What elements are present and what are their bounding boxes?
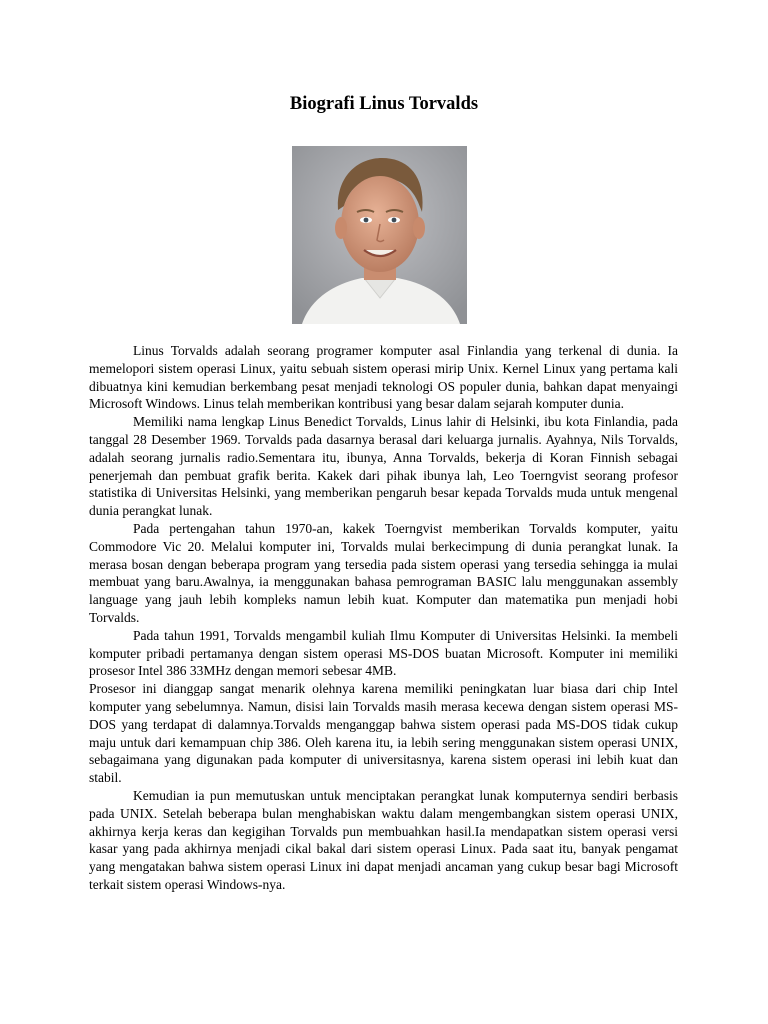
paragraph: Prosesor ini dianggap sangat menarik olehnya karena memiliki peningkatan luar biasa dari chip Intel komputer yang sebelumnya. Namun, disisi lain Torvalds masih merasa kecewa dengan sistem operasi MS-DOS yang terdapat di dalamnya.Torvalds menganggap bahwa sistem operasi pada MS-DOS tidak cukup maju untuk dari kemampuan chip 386. Oleh karena itu, ia lebih sering menggunakan sistem operasi UNIX, sebagaimana yang digunakan pada komputer di universitasnya, karena sistem operasi ini lebih kuat dan stabil. [89,681,678,786]
paragraph: Pada pertengahan tahun 1970-an, kakek Toerngvist memberikan Torvalds komputer, yaitu Commodore Vic 20. Melalui komputer ini, Torvalds mulai berkecimpung di dunia perangkat lunak. Ia merasa bosan dengan beberapa program yang tersedia pada sistem operasi yang tersedia sehingga ia mulai membuat yang baru.Awalnya, ia menggunakan bahasa pemrograman BASIC lalu menggunakan assembly language yang jauh lebih kompleks namun lebih kuat. Komputer dan matematika pun menjadi hobi Torvalds. [89,520,678,625]
portrait-photo [292,146,467,324]
paragraph: Memiliki nama lengkap Linus Benedict Torvalds, Linus lahir di Helsinki, ibu kota Finlandia, pada tanggal 28 Desember 1969. Torvalds pada dasarnya berasal dari keluarga jurnalis. Ayahnya, Nils Torvalds, adalah seorang jurnalis radio.Sementara itu, ibunya, Anna Torvalds, bekerja di Koran Finnish sebagai penerjemah dan pembuat grafik berita. Kakek dari pihak ibunya lah, Leo Toerngvist seorang profesor statistika di Universitas Helsinki, yang memberikan pengaruh besar kepada Torvalds muda untuk mengenal dunia perangkat lunak. [89,414,678,519]
biography-text [89,342,678,894]
paragraph: Pada tahun 1991, Torvalds mengambil kuliah Ilmu Komputer di Universitas Helsinki. Ia membeli komputer pribadi pertamanya dengan sistem operasi MS-DOS buatan Microsoft. Komputer ini memiliki prosesor Intel 386 33MHz dengan memori sebesar 4MB. [89,627,678,679]
page-title: Biografi Linus Torvalds [289,94,479,114]
paragraph: Linus Torvalds adalah seorang programer komputer asal Finlandia yang terkenal di dunia. Ia memelopori sistem operasi Linux, yaitu sebuah sistem operasi mirip Unix. Kernel Linux yang pertama kali dibuatnya kini kemudian berkembang pesat menjadi teknologi OS populer dunia, bahkan dapat menyaingi Microsoft Windows. Linus telah memberikan kontribusi yang besar dalam sejarah komputer dunia. [89,343,678,412]
paragraph: Kemudian ia pun memutuskan untuk menciptakan perangkat lunak komputernya sendiri berbasis pada UNIX. Setelah beberapa bulan menghabiskan waktu dalam mengembangkan sistem operasi UNIX, akhirnya kerja keras dan kegigihan Torvalds pun membuahkan hasil.Ia mendapatkan sistem operasi versi kasar yang pada akhirnya menjadi cikal bakal dari sistem operasi Linux. Pada saat itu, banyak pengamat yang mengatakan bahwa sistem operasi Linux ini dapat menjadi ancaman yang cukup besar bagi Microsoft terkait sistem operasi Windows-nya. [89,787,678,892]
